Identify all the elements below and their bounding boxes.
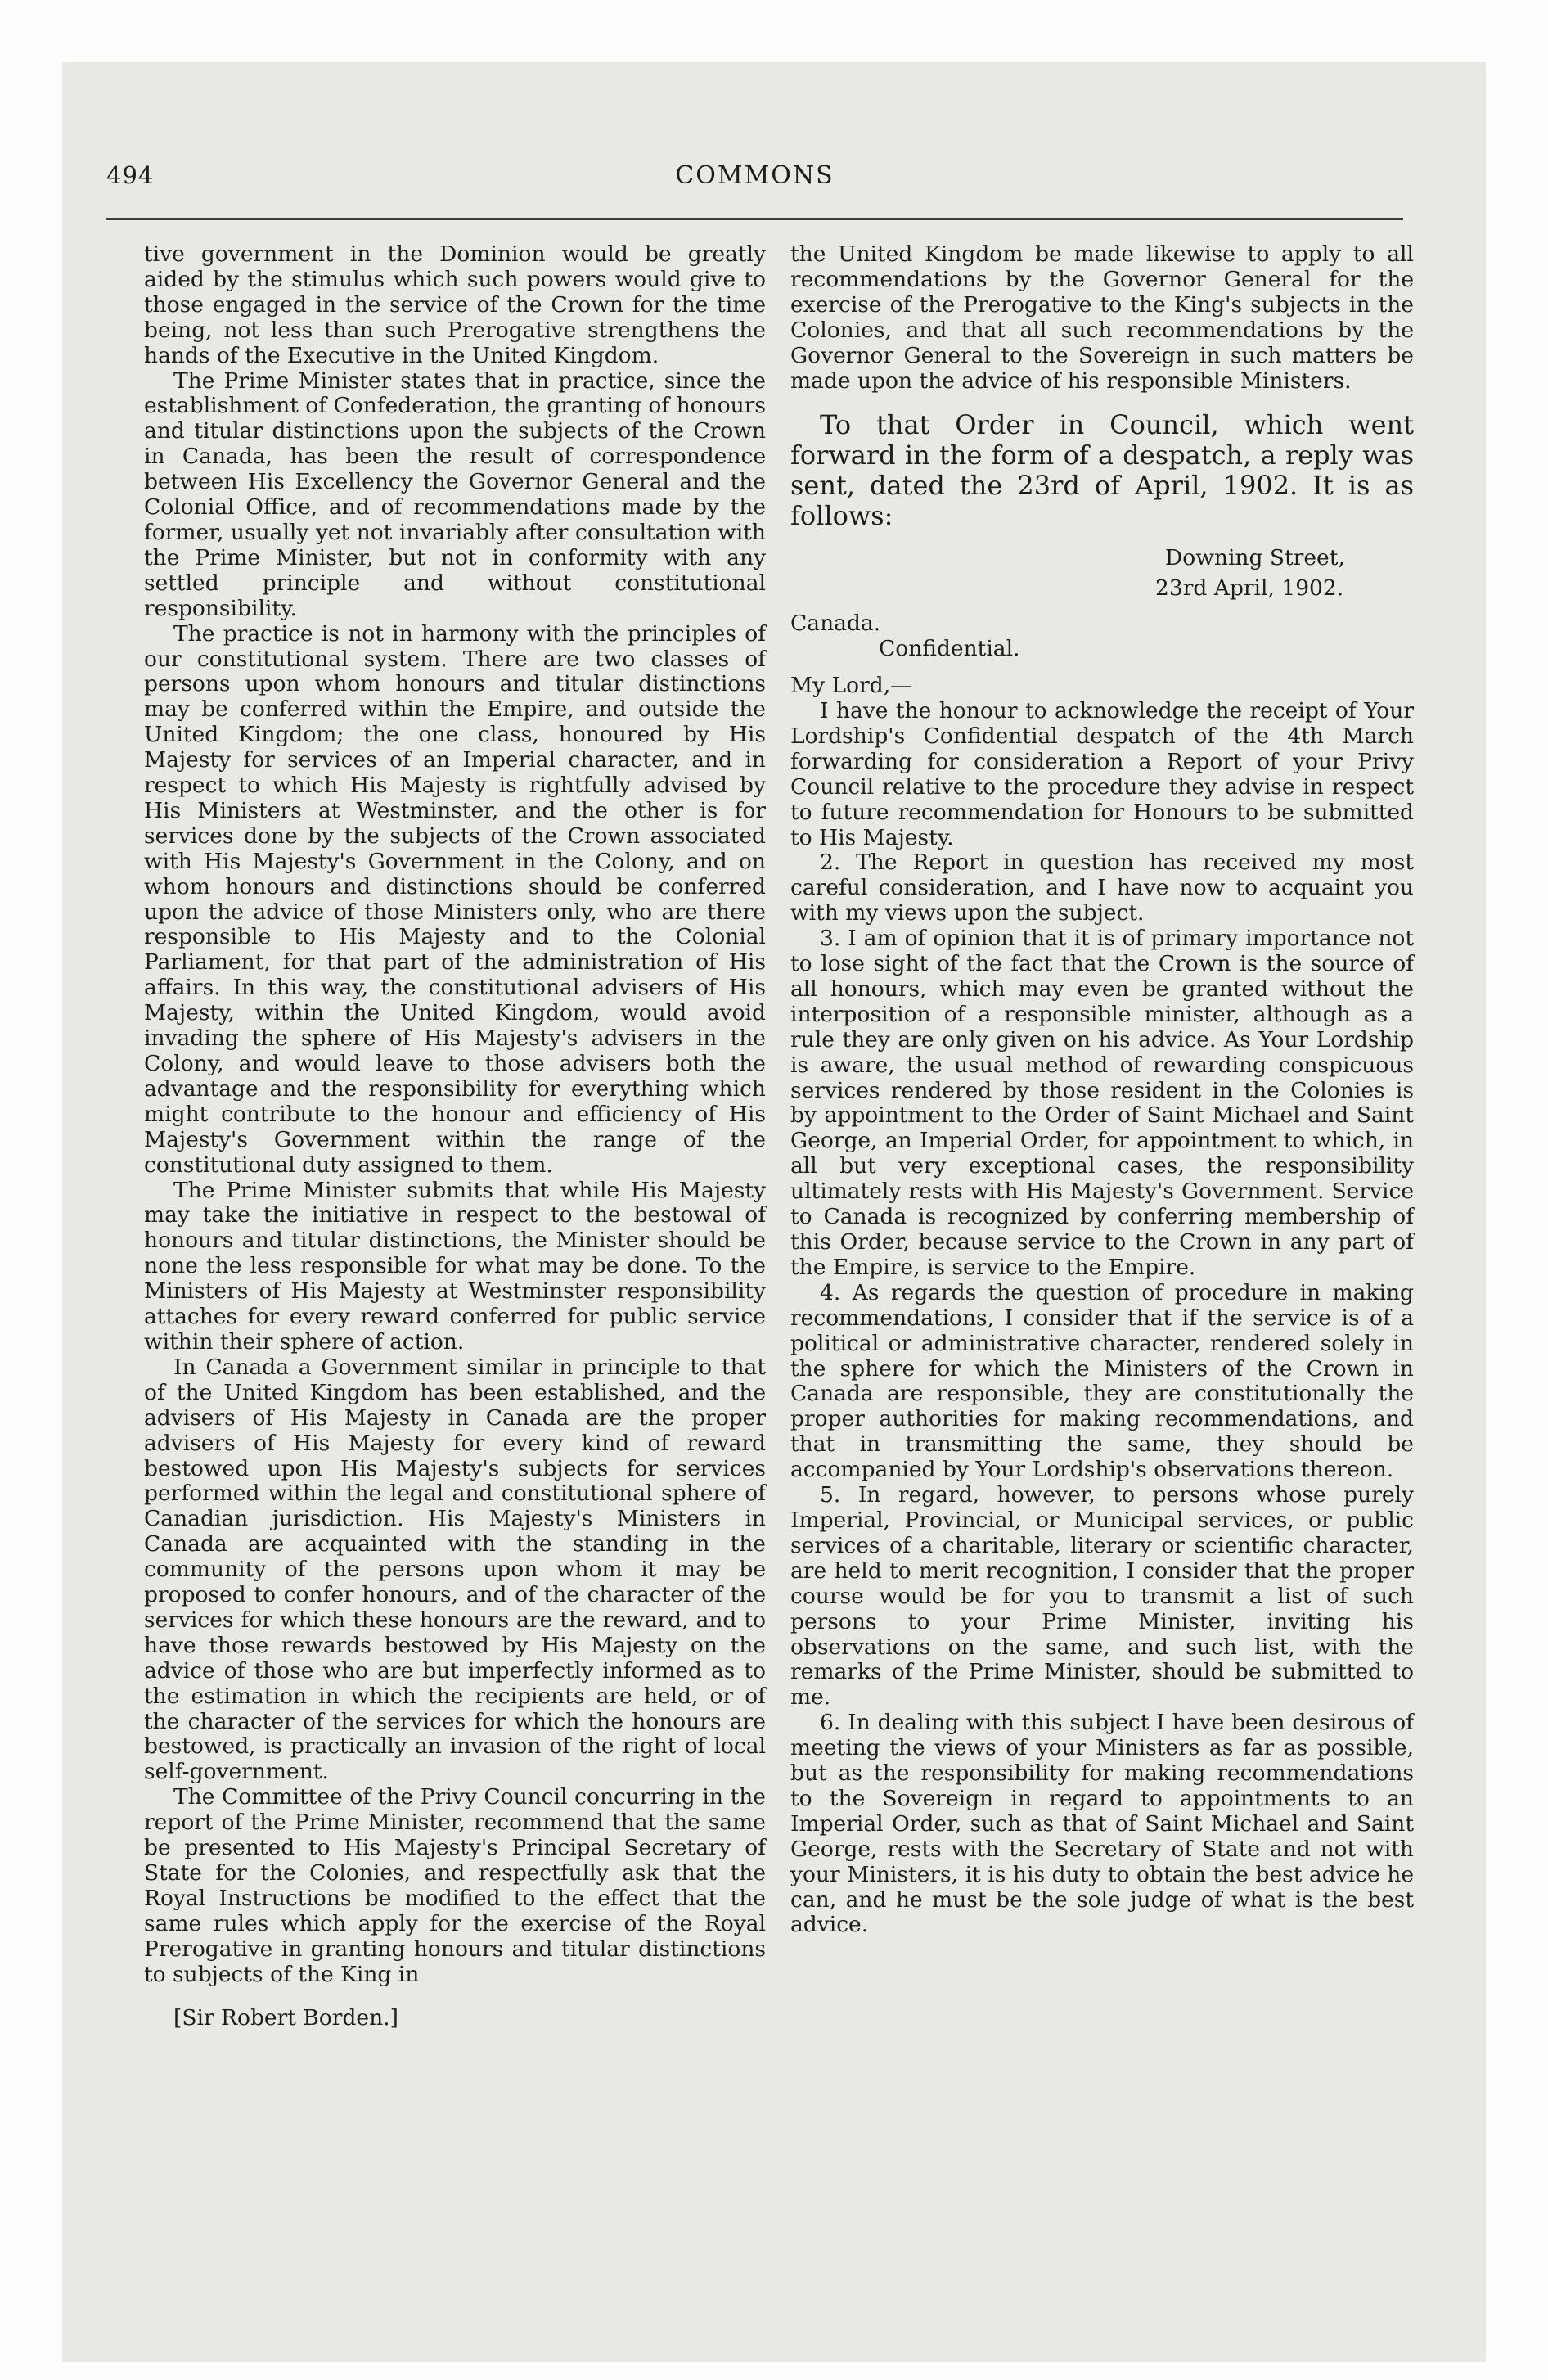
paragraph: tive government in the Dominion would be greatly aided by the stimulus which such powers would give to those engaged in the service of the Crown for the time being, not less than such Prerogative strengthens the hands of the Executive in the United Kingdom. xyxy=(144,241,766,368)
paragraph: 2. The Report in question has received my most careful consideration, and I have now to acquaint you with my views upon the subject. xyxy=(790,850,1414,926)
paragraph: The Prime Minister states that in practice, since the establishment of Confederation, the granting of honours and titular distinctions upon the subjects of the Crown in Canada, has been the result of correspondence between His Excellency the Governor General and the Colonial Office, and of recommendations made by the former, usually yet not invariably after consultation with the Prime Minister, but not in conformity with any settled principle and without constitutional responsibility. xyxy=(144,367,766,621)
dateline-date: 23rd April, 1902. xyxy=(1155,575,1344,602)
running-head: COMMONS xyxy=(675,161,835,190)
speaker-attribution: [Sir Robert Borden.] xyxy=(173,2004,398,2031)
paragraph: 3. I am of opinion that it is of primary importance not to lose sight of the fact that the Crown is the source of all honours, which may even be granted without the interposition of a responsible minister, although as a rule they are only given on his advice. As Your Lordship is aware, the usual method of rewarding conspicuous services rendered by those resident in the Colonies is by appointment to the Order of Saint Michael and Saint George, an Imperial Order, for appointment to which, in all but very exceptional cases, the responsibility ultimately rests with His Majesty's Government. Service to Canada is recognized by conferring membership of this Order, because service to the Crown in any part of the Empire, is service to the Empire. xyxy=(790,926,1414,1280)
paragraph: 4. As regards the question of procedure in making recommendations, I consider that if the service is of a political or administrative character, rendered solely in the sphere for which the Ministers of the Crown in Canada are responsible, they are constitutionally the proper authorities for making recommendations, and that in transmitting the same, they should be accompanied by Your Lordship's observations thereon. xyxy=(790,1279,1414,1483)
paragraph: the United Kingdom be made likewise to apply to all recommendations by the Governor General for the exercise of the Prerogative to the King's subjects in the Colonies, and that all such recommendations by the Governor General to the Sovereign in such matters be made upon the advice of his responsible Ministers. xyxy=(790,241,1414,394)
paragraph: The Prime Minister submits that while His Majesty may take the initiative in respect to the bestowal of honours and titular distinctions, the Minister should be none the less responsible for what may be done. To the Ministers of His Majesty at Westminster responsibility attaches for every reward conferred for public service within their sphere of action. xyxy=(144,1177,766,1355)
salutation: My Lord,— xyxy=(790,673,912,699)
confidential-marking: Confidential. xyxy=(879,636,1020,662)
right-column xyxy=(790,242,1414,1938)
page-header xyxy=(106,161,1403,194)
left-column xyxy=(144,242,766,2031)
paragraph: In Canada a Government similar in principle to that of the United Kingdom has been established, and the advisers of His Majesty in Canada are the proper advisers of His Majesty for every kind of reward bestowed upon His Majesty's subjects for services performed within the legal and constitutional sphere of Canadian jurisdiction. His Majesty's Ministers in Canada are acquainted with the standing in the community of the persons upon whom it may be proposed to confer honours, and of the character of the services for which these honours are the reward, and to have those rewards bestowed by His Majesty on the advice of those who are but imperfectly informed as to the estimation in which the recipients are held, or of the character of the services for which the honours are bestowed, is practically an invasion of the right of local self-government. xyxy=(144,1354,766,1785)
paragraph: The practice is not in harmony with the principles of our constitutional system. There are two classes of persons upon whom honours and titular distinctions may be conferred within the Empire, and outside the United Kingdom; the one class, honoured by His Majesty for services of an Imperial character, and in respect to which His Majesty is rightfully advised by His Ministers at Westminster, and the other is for services done by the subjects of the Crown associated with His Majesty's Government in the Colony, and on whom honours and distinctions should be conferred upon the advice of those Ministers only, who are there responsible to His Majesty and to the Colonial Parliament, for that part of the administration of His affairs. In this way, the constitutional advisers of His Majesty, within the United Kingdom, would avoid invading the sphere of His Majesty's advisers in the Colony, and would leave to those advisers both the advantage and the responsibility for everything which might contribute to the honour and efficiency of His Majesty's Government within the range of the constitutional duty assigned to them. xyxy=(144,620,766,1178)
paragraph: I have the honour to acknowledge the receipt of Your Lordship's Confidential despatch of the 4th March forwarding for consideration a Report of your Privy Council relative to the procedure they advise in respect to future recommendation for Honours to be submitted to His Majesty. xyxy=(790,697,1414,850)
dateline-place: Downing Street, xyxy=(1165,545,1345,571)
lead-paragraph: To that Order in Council, which went forward in the form of a despatch, a reply was sent, dated the 23rd of April, 1902. It is as follows: xyxy=(790,409,1414,532)
page-number: 494 xyxy=(106,161,155,189)
paragraph: The Committee of the Privy Council concurring in the report of the Prime Minister, recommend that the same be presented to His Majesty's Principal Secretary of State for the Colonies, and respectfully ask that the Royal Instructions be modified to the effect that the same rules which apply for the exercise of the Royal Prerogative in granting honours and titular distinctions to subjects of the King in xyxy=(144,1784,766,1987)
paragraph: 5. In regard, however, to persons whose purely Imperial, Provincial, or Municipal services, or public services of a charitable, literary or scientific character, are held to merit recognition, I consider that the proper course would be for you to transmit a list of such persons to your Prime Minister, inviting his observations on the same, and such list, with the remarks of the Prime Minister, should be submitted to me. xyxy=(790,1482,1414,1711)
addressee: Canada. xyxy=(790,611,881,637)
paragraph: 6. In dealing with this subject I have been desirous of meeting the views of your Ministers as far as possible, but as the responsibility for making recommendations to the Sovereign in regard to appointments to an Imperial Order, such as that of Saint Michael and Saint George, rests with the Secretary of State and not with your Ministers, it is his duty to obtain the best advice he can, and he must be the sole judge of what is the best advice. xyxy=(790,1710,1414,1938)
header-rule xyxy=(106,218,1403,220)
